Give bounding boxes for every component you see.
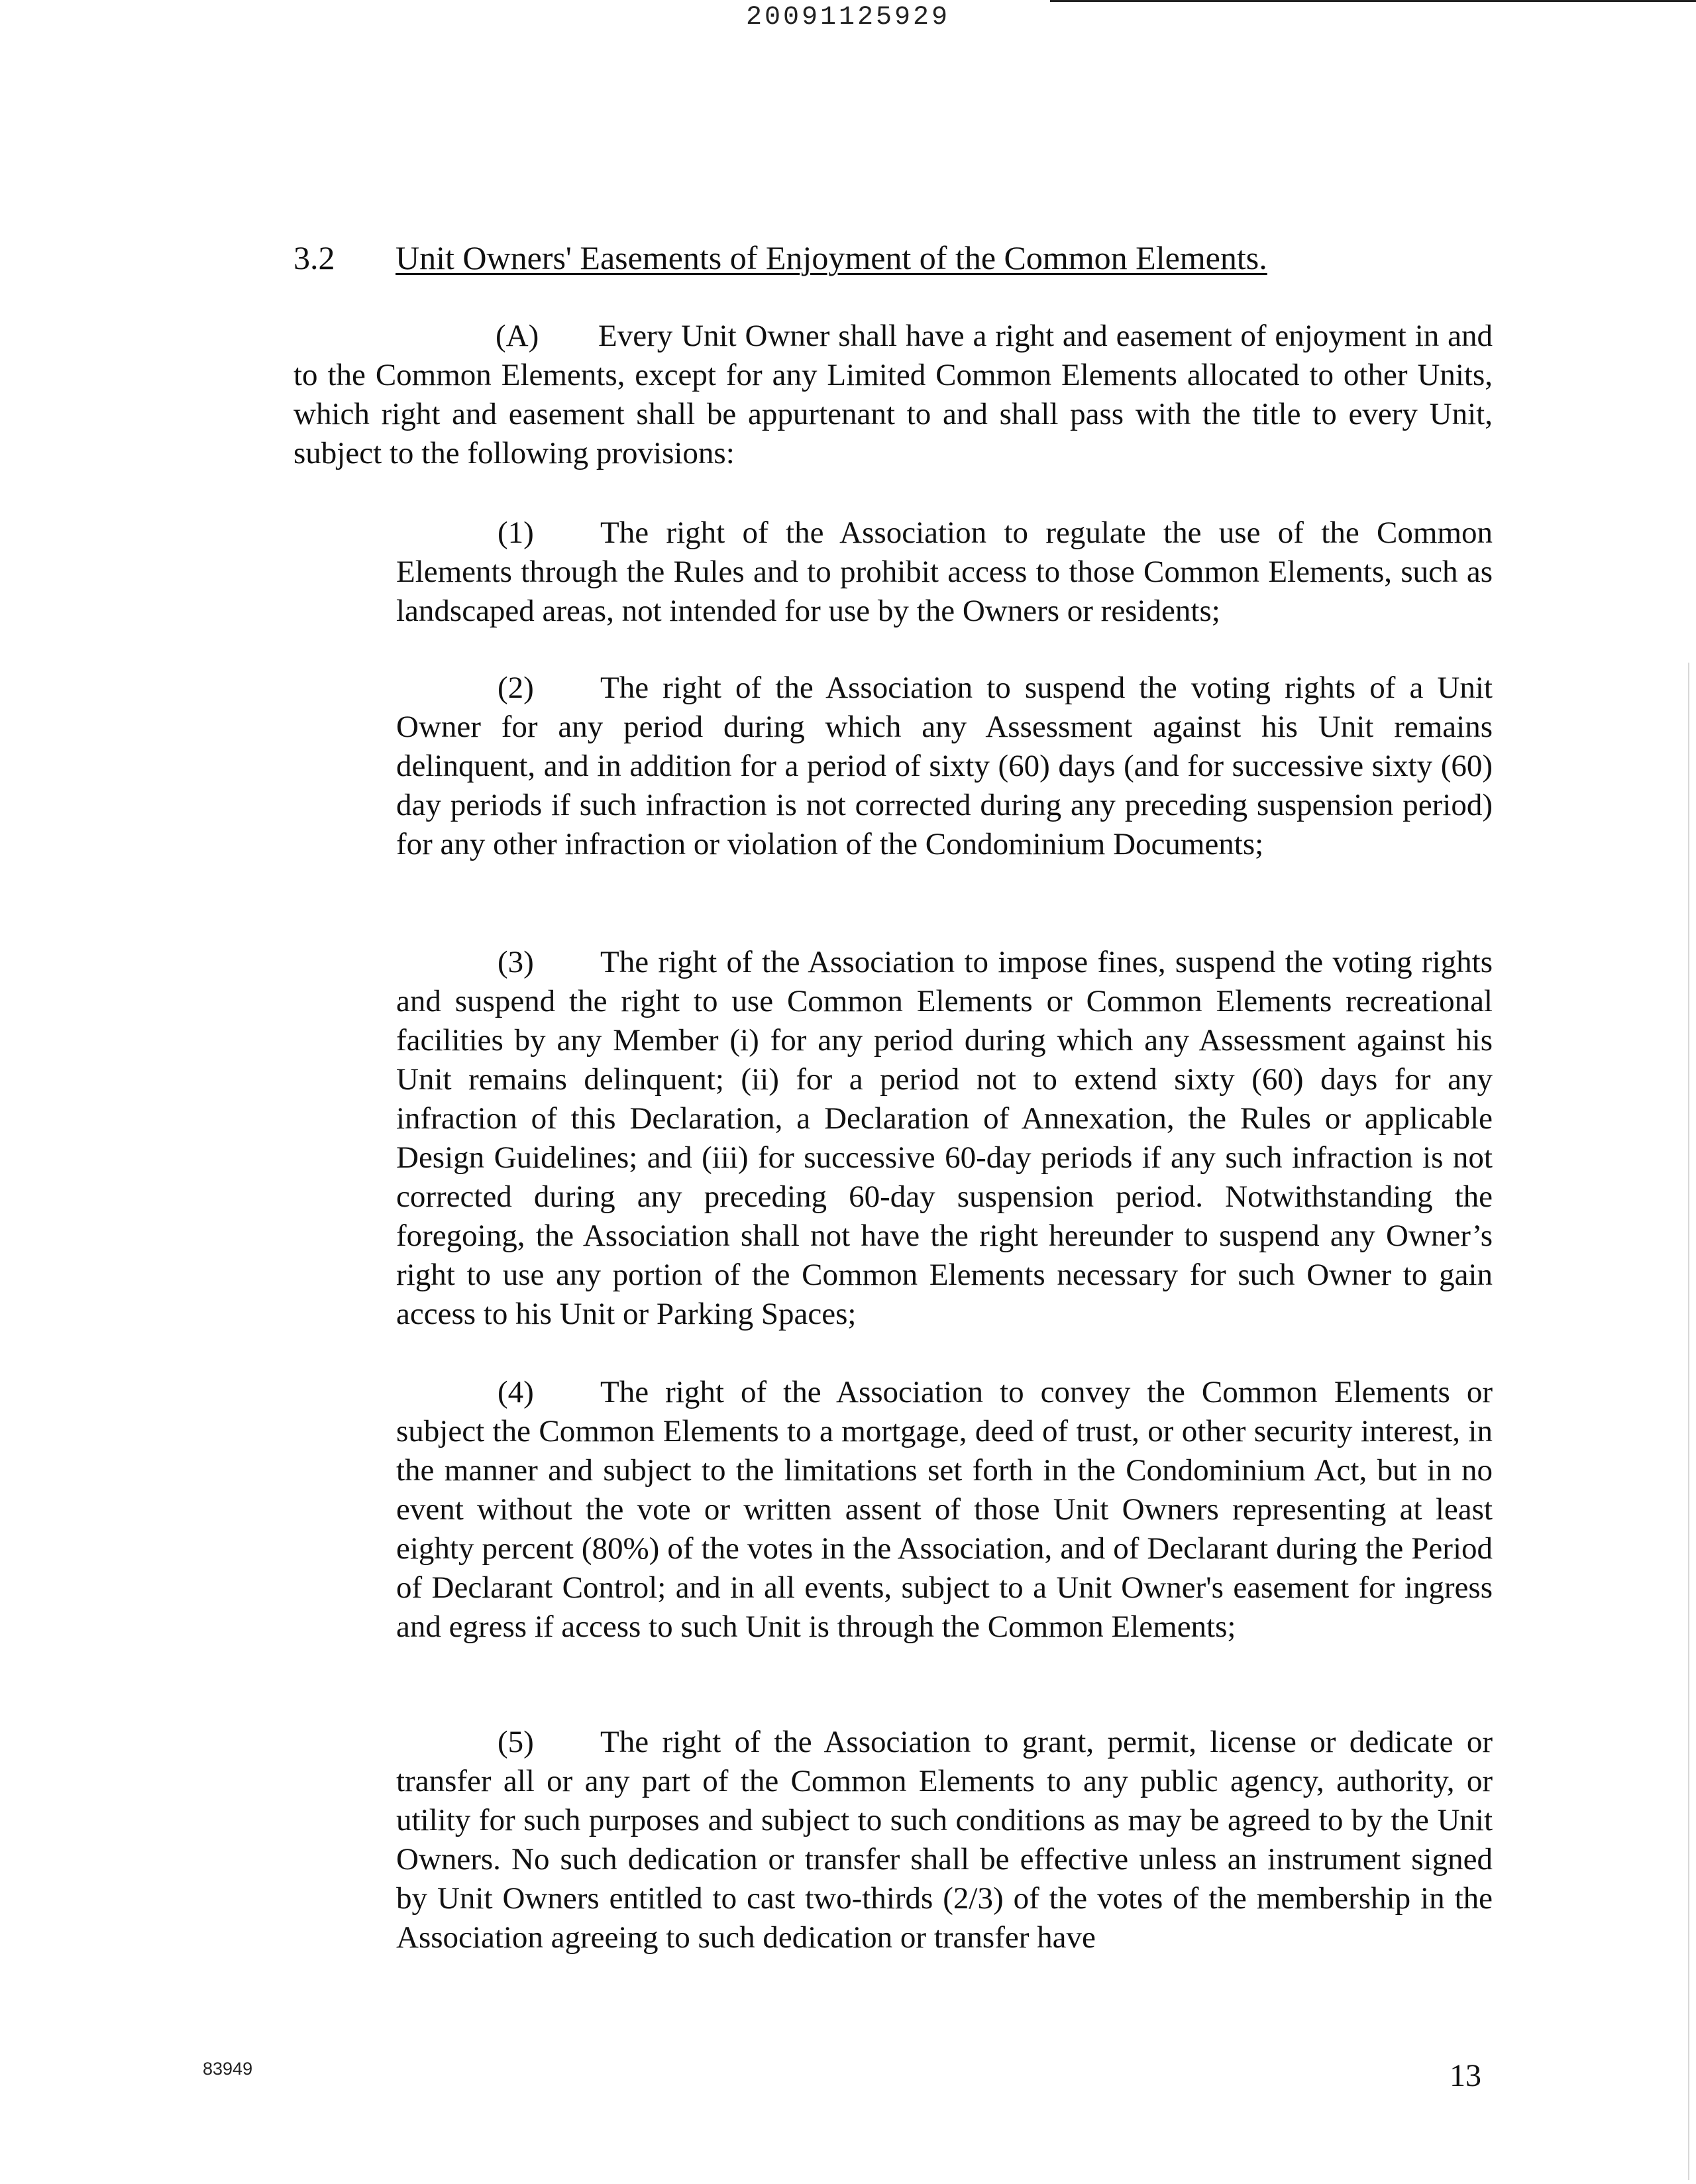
provision-marker: (2) (498, 671, 534, 705)
section-number: 3.2 (293, 239, 335, 276)
provision-text: The right of the Association to suspend the voting rights of a Unit Owner for any period during which any Assessment against his Unit remains delinquent, and in addition for a period of sixty (60) days (and for successive sixty (60) day periods if such infraction is not corrected during any preceding suspension period) for any other infraction or violation of the Condominium Documents; (396, 671, 1493, 861)
paragraph-a (293, 317, 1493, 473)
provision-1 (396, 514, 1493, 631)
provision-marker: (3) (498, 945, 534, 979)
top-rule (1050, 0, 1696, 2)
provision-text: The right of the Association to regulate the use of the Common Elements through the Rules and to prohibit access to those Common Elements, such as landscaped areas, not intended for use by the Owners or residents; (396, 516, 1493, 628)
provision-text: The right of the Association to convey the Common Elements or subject the Common Elements to a mortgage, deed of trust, or other security interest, in the manner and subject to the limitations set forth in the Condominium Act, but in no event without the vote or written assent of those Unit Owners representing at least eighty percent (80%) of the votes in the Association, and of Declarant during the Period of Declarant Control; and in all events, subject to a Unit Owner's easement for ingress and egress if access to such Unit is through the Common Elements; (396, 1375, 1493, 1644)
footer-document-code: 83949 (203, 2059, 253, 2079)
provision-5 (396, 1723, 1493, 1957)
page-number: 13 (1450, 2058, 1481, 2093)
recording-number: 20091125929 (745, 3, 951, 32)
provision-4 (396, 1373, 1493, 1647)
provision-3 (396, 943, 1493, 1334)
provision-marker: (4) (498, 1375, 534, 1409)
section-title: Unit Owners' Easements of Enjoyment of the Common Elements. (396, 239, 1267, 276)
provision-text: The right of the Association to grant, permit, license or dedicate or transfer all or any part of the Common Elements to any public agency, authority, or utility for such purposes and subject to such conditions as may be agreed to by the Unit Owners. No such dedication or transfer shall be effective unless an instrument signed by Unit Owners entitled to cast two-thirds (2/3) of the votes of the membership in the Association agreeing to such dedication or transfer have (396, 1725, 1493, 1955)
provision-2 (396, 669, 1493, 864)
provision-text: The right of the Association to impose fines, suspend the voting rights and suspend the right to use Common Elements or Common Elements recreational facilities by any Member (i) for any period during which any Assessment against his Unit remains delinquent; (ii) for a period not to extend sixty (60) days for any infraction of this Declaration, a Declaration of Annexation, the Rules or applicable Design Guidelines; and (iii) for successive 60-day periods if any such infraction is not corrected during any preceding 60-day suspension period. Notwithstanding the foregoing, the Association shall not have the right hereunder to suspend any Owner’s right to use any portion of the Common Elements necessary for such Owner to gain access to his Unit or Parking Spaces; (396, 945, 1493, 1331)
right-margin-rule (1688, 663, 1689, 2180)
section-heading (293, 237, 1506, 279)
paragraph-a-text: Every Unit Owner shall have a right and easement of enjoyment in and to the Common Elements, except for any Limited Common Elements allocated to other Units, which right and easement shall be appurtenant to and shall pass with the title to every Unit, subject to the following provisions: (293, 319, 1493, 470)
paragraph-a-marker: (A) (496, 319, 539, 353)
provision-marker: (5) (498, 1725, 534, 1759)
provision-marker: (1) (498, 516, 534, 550)
